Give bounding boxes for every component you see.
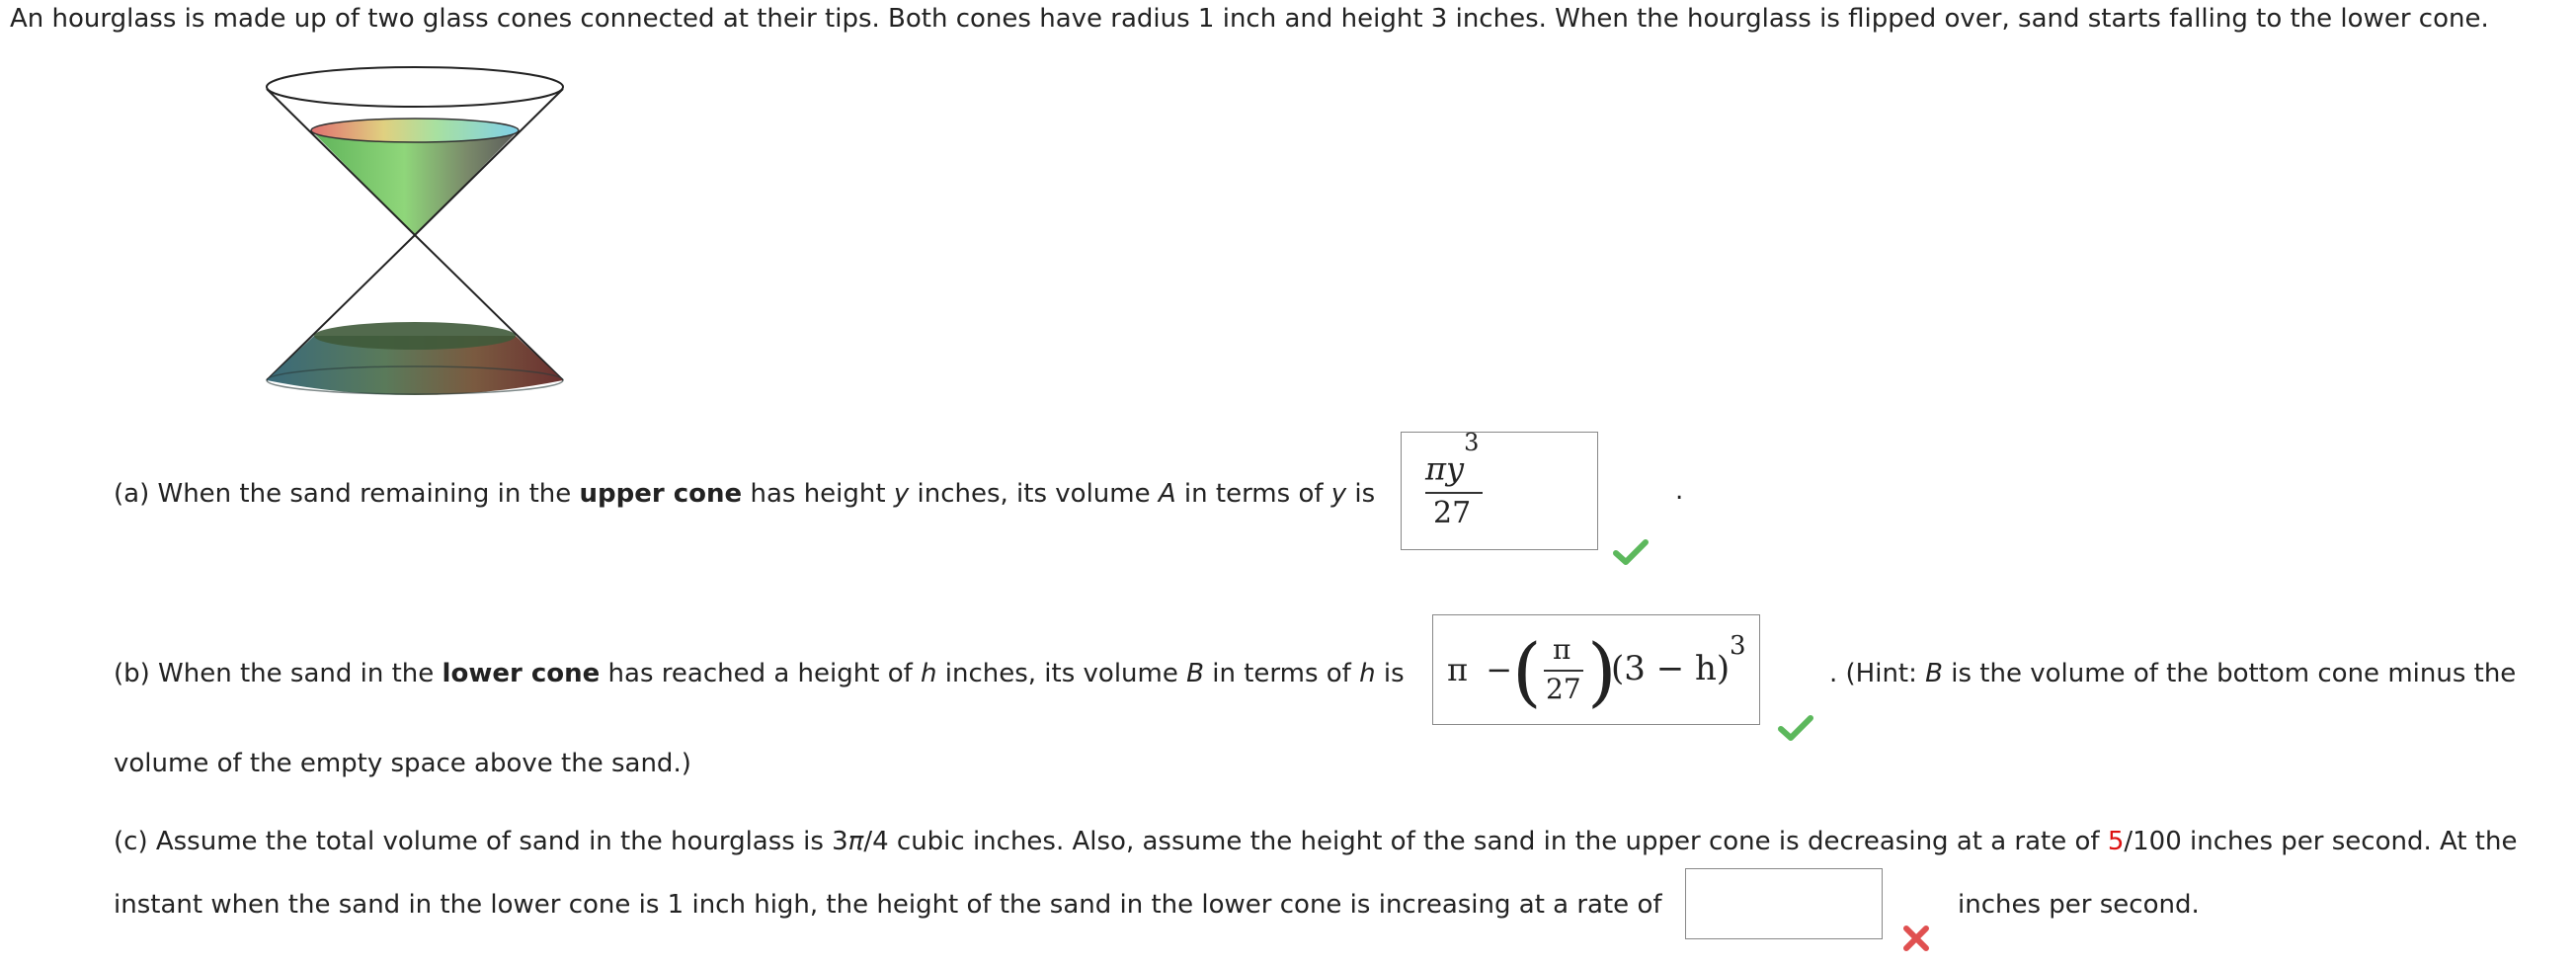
- upper-sand-surface: [311, 119, 519, 142]
- part-b-answer-box[interactable]: π − ( π 27 ) (3 − h) 3: [1432, 614, 1760, 725]
- part-a-check-icon: [1613, 538, 1649, 566]
- part-c-question-line2: instant when the sand in the lower cone is 1 inch high, the height of the sand in the lower cone is increasing at a rate of: [114, 890, 1662, 920]
- part-b-question-line2: volume of the empty space above the sand.): [114, 749, 691, 778]
- part-b-question: (b) When the sand in the lower cone has reached a height of h inches, its volume B in terms of h is: [114, 659, 1405, 688]
- part-c-question-line1: (c) Assume the total volume of sand in the hourglass is 3π/4 cubic inches. Also, assume the height of the sand in the upper cone is decreasing at a rate of 5/100 inches per second. At the: [114, 827, 2518, 856]
- part-c-units: inches per second.: [1958, 890, 2200, 920]
- top-rim: [267, 67, 563, 107]
- part-a-question: (a) When the sand remaining in the upper cone has height y inches, its volume A in terms of y is: [114, 479, 1376, 509]
- part-b-exponent: 3: [1730, 631, 1746, 661]
- problem-intro: An hourglass is made up of two glass cones connected at their tips. Both cones have radius 1 inch and height 3 inches. When the hourglass is flipped over, sand starts falling to the lower cone.: [10, 4, 2489, 34]
- part-b-pi: π: [1447, 651, 1469, 688]
- rate-highlight: 5: [2107, 827, 2125, 856]
- part-c-answer-input[interactable]: [1685, 868, 1883, 939]
- part-b-check-icon: [1778, 714, 1813, 742]
- lower-sand-surface: [314, 322, 516, 350]
- part-a-period: .: [1675, 476, 1684, 506]
- part-b-frac-den: 27: [1546, 673, 1581, 705]
- part-a-denominator: 27: [1433, 496, 1472, 530]
- part-a-numerator: πy: [1425, 449, 1465, 488]
- part-a-answer-box[interactable]: [1401, 429, 1598, 550]
- hourglass-figure: [257, 59, 573, 405]
- part-b-frac-num: π: [1553, 633, 1571, 666]
- part-b-minus: −: [1486, 651, 1513, 688]
- part-b-hint: . (Hint: B is the volume of the bottom cone minus the: [1829, 659, 2517, 688]
- part-a-exponent: 3: [1464, 429, 1480, 456]
- part-c-cross-icon: [1901, 924, 1931, 953]
- part-b-tail: (3 − h): [1611, 649, 1731, 688]
- upper-sand: [311, 130, 519, 235]
